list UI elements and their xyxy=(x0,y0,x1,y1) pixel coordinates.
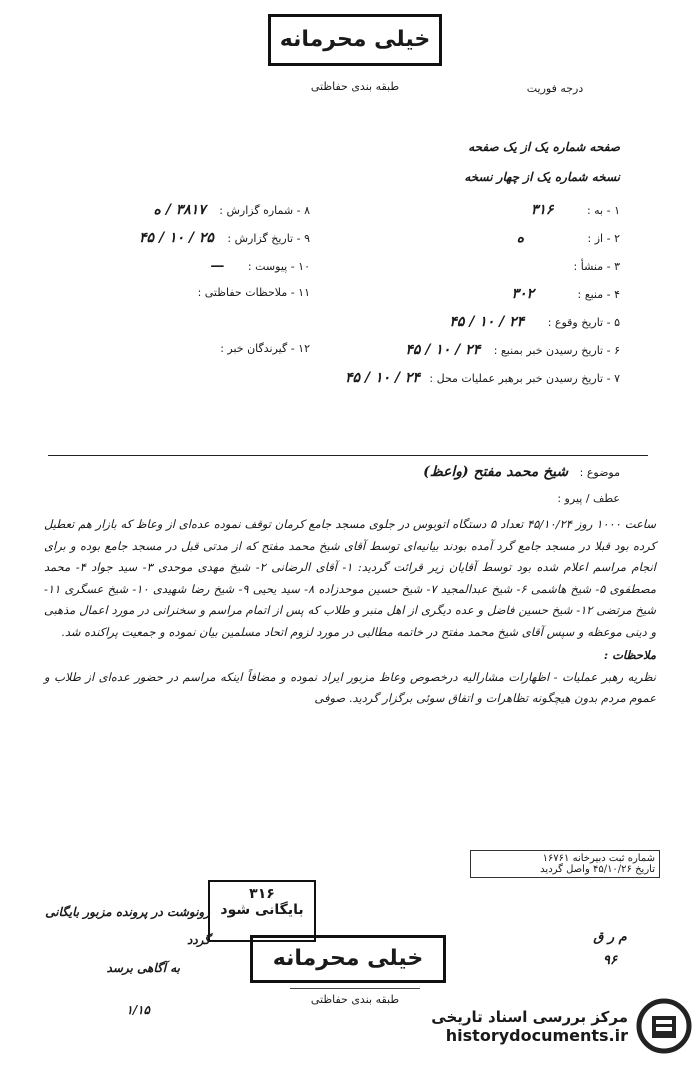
side-note-number: ۹۶ xyxy=(603,953,617,968)
field-report-date xyxy=(40,230,310,258)
field-security-notes xyxy=(40,286,310,342)
classification-stamp-bottom: خیلی محرمانه xyxy=(250,935,446,983)
subject-value: شیخ محمد مفتح (واعظ) xyxy=(423,464,569,480)
field-label: ۵ - تاریخ وقوع : xyxy=(547,316,620,329)
field-report-number xyxy=(40,202,310,230)
body-paragraph: ساعت ۱۰۰۰ روز ۴۵/۱۰/۲۴ تعداد ۵ دستگاه اتوبوس در جلوی مسجد جامع کرمان توقف نموده عده‌ای از وعاظ که بازار هم تعطیل کرده بود قبلا در مسجد جامع گرد آمده بودند بیانیه‌ای توسط آقای شیخ محمد مفتح که از مدتی قبل در مسجد جامع بوده و برای انجام مراسم اعلام شده بود توسط آقایان زیر قرائت گردید: ۱- آقای الرضانی ۲- شیخ مهدی موحدی ۳- سید جواد ۴- محمد مصطفوی ۵- شیخ هاشمی ۶- شیخ عبدالمجید ۷- شیخ حسین موحدزاده ۸- سید یحیی ۹- شیخ رضا شهیدی ۱۰- شیخ عسگری ۱۱- شیخ مرتضی ۱۲- شیخ حسین فاضل و عده دیگری از اهل منبر و طلاب که پس از اتمام مراسم و سخنرانی در مورد اعمال مذهبی و دینی موعظه و سپس آقای شیخ محمد مفتح در خاتمه مطالبی در مورد لزوم اتحاد مسلمین بیان نموده و جمعیت پراکنده شد. xyxy=(44,517,657,639)
protection-level-label-bottom: طبقه بندی حفاظتی xyxy=(310,993,400,1006)
field-leader-receipt-date xyxy=(340,370,620,398)
watermark xyxy=(420,998,692,1060)
field-source-receipt-date xyxy=(340,342,620,370)
receipt-date: تاریخ ۴۵/۱۰/۲۶ واصل گردید xyxy=(540,864,655,875)
field-label: ۱۲ - گیرندگان خبر : xyxy=(220,342,310,355)
notes-heading: ملاحظات : xyxy=(603,648,656,662)
field-to xyxy=(340,202,620,230)
footer-divider xyxy=(290,988,420,989)
field-from xyxy=(340,230,620,258)
field-label: ۱ - به : xyxy=(586,204,620,217)
receipt-note xyxy=(470,850,660,878)
field-value: ۲۴ / ۱۰ / ۴۵ xyxy=(405,342,481,358)
handwritten-note xyxy=(30,898,210,1024)
report-body xyxy=(44,514,656,710)
field-value: ۳۸۱۷ / ه xyxy=(153,202,206,218)
handwritten-note-date: ۱/۱۵ xyxy=(126,1003,150,1017)
urgency-label: درجه فوریت xyxy=(526,82,584,95)
field-value: ۲۴ / ۱۰ / ۴۵ xyxy=(345,370,420,386)
copy-number-line: نسخه شماره یک از چهار نسخه xyxy=(464,170,620,184)
field-label: ۱۰ - پیوست : xyxy=(247,260,310,273)
fields-left xyxy=(40,202,310,370)
protection-level-label: طبقه بندی حفاظتی xyxy=(310,80,400,93)
field-origin xyxy=(340,258,620,286)
subject-label: موضوع : xyxy=(579,466,620,479)
archive-number: ۳۱۶ xyxy=(249,886,275,902)
field-value: ۲۴ / ۱۰ / ۴۵ xyxy=(449,314,525,330)
archive-logo-icon xyxy=(636,998,692,1054)
field-occurrence-date xyxy=(340,314,620,342)
field-label: ۹ - تاریخ گزارش : xyxy=(227,232,310,245)
side-note-text: م ر ق xyxy=(593,930,627,945)
field-value: ۳۰۲ xyxy=(511,286,535,302)
field-recipients xyxy=(40,342,310,370)
field-value: — xyxy=(210,258,225,274)
page-number-line: صفحه شماره یک از یک صفحه xyxy=(468,140,620,154)
field-value: ۳۱۶ xyxy=(530,202,554,218)
handwritten-side-note xyxy=(580,930,640,968)
field-label: ۶ - تاریخ رسیدن خبر بمنبع : xyxy=(493,344,620,357)
watermark-title: مرکز بررسی اسناد تاریخی xyxy=(431,1007,628,1026)
field-label: ۴ - منبع : xyxy=(577,288,620,301)
field-value: ۲۵ / ۱۰ / ۴۵ xyxy=(139,230,214,246)
field-label: ۳ - منشأ : xyxy=(573,260,620,273)
fields-right xyxy=(340,202,620,398)
body-paragraph: نظریه رهبر عملیات - اظهارات مشارالیه درخصوص وعاظ مزبور ایراد نموده و مضافاً اینکه مراسم در حضور عده‌ای از طلاب و عموم مردم بدون هیچگونه تظاهرات و اتفاق سوئی برگزار گردید. صوفی xyxy=(44,669,656,705)
field-label: ۸ - شماره گزارش : xyxy=(219,204,310,217)
archive-text: بایگانی شود xyxy=(220,902,304,918)
reference-line xyxy=(420,492,620,505)
field-source xyxy=(340,286,620,314)
field-attachment xyxy=(40,258,310,286)
field-label: ۷ - تاریخ رسیدن خبر برهبر عملیات محل : xyxy=(429,372,620,385)
handwritten-note-line2: به آگاهی برسد xyxy=(106,961,180,975)
subject-line xyxy=(340,464,620,480)
classification-stamp-top: خیلی محرمانه xyxy=(268,14,442,66)
field-label: ۲ - از : xyxy=(587,232,620,245)
field-value: ه xyxy=(516,230,525,246)
handwritten-note-line1: رونوشت در پرونده مزبور بایگانی گردد xyxy=(45,905,210,947)
reference-label: عطف / پیرو : xyxy=(557,492,620,505)
section-divider xyxy=(48,455,648,456)
field-label: ۱۱ - ملاحظات حفاظتی : xyxy=(197,286,310,299)
watermark-url: historydocuments.ir xyxy=(445,1025,628,1045)
receipt-number: شماره ثبت دبیرخانه ۱۶۷۶۱ xyxy=(542,853,655,864)
archive-stamp xyxy=(208,880,316,942)
